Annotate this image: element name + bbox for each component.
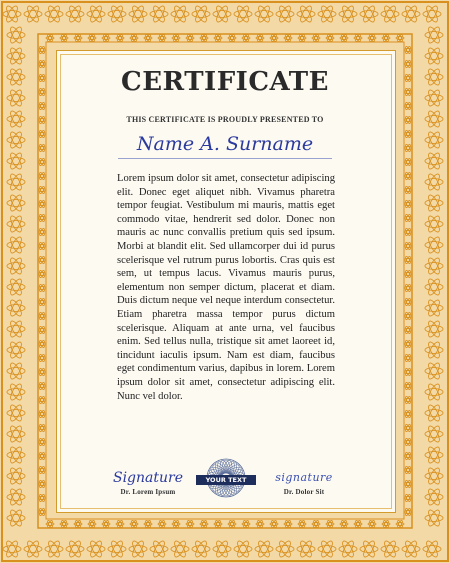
signature-right-script: signature [275,471,333,484]
signature-left-script: Signature [112,470,183,486]
signature-block-right [264,470,344,496]
seal-label: YOUR TEXT [196,475,256,485]
signature-right-name: Dr. Dolor Sit [283,488,325,496]
recipient-underline [118,158,332,159]
certificate-body: Lorem ipsum dolor sit amet, consectetur adipiscing elit. Donec eget aliquet nibh. Vivamus pharetra tempor feugiat. Vestibulum mi mauris, mattis eget commodo vitae, hendrerit sed dolor. Donec non mauris ac nunc convallis pretium quis sed ipsum. Morbi at blandit elit. Sed ullamcorper dui id purus scelerisque vel rutrum purus lobortis. Cras quis est sem, ut tempus lacus. Vivamus mauris purus, elementum non semper dictum, placerat et diam. Duis dictum neque vel neque interdum consectetur. Etiam pharetra massa tempor purus dictum scelerisque. Aliquam at ante urna, vel faucibus enim. Sed tellus nulla, tristique sit amet laoreet id, tincidunt iaculis ipsum. Nam est diam, faucibus eget condimentum varius, dapibus in lorem. Lorem ipsum dolor sit amet, consectetur adipiscing elit. Nunc vel dolor. [117,173,335,402]
signature-block-left [108,470,188,496]
signature-left-name: Dr. Lorem Ipsum [120,488,176,496]
certificate-subtitle: THIS CERTIFICATE IS PROUDLY PRESENTED TO [126,115,324,124]
recipient-name: Name A. Surname [136,133,314,155]
certificate-title: CERTIFICATE [121,67,329,97]
